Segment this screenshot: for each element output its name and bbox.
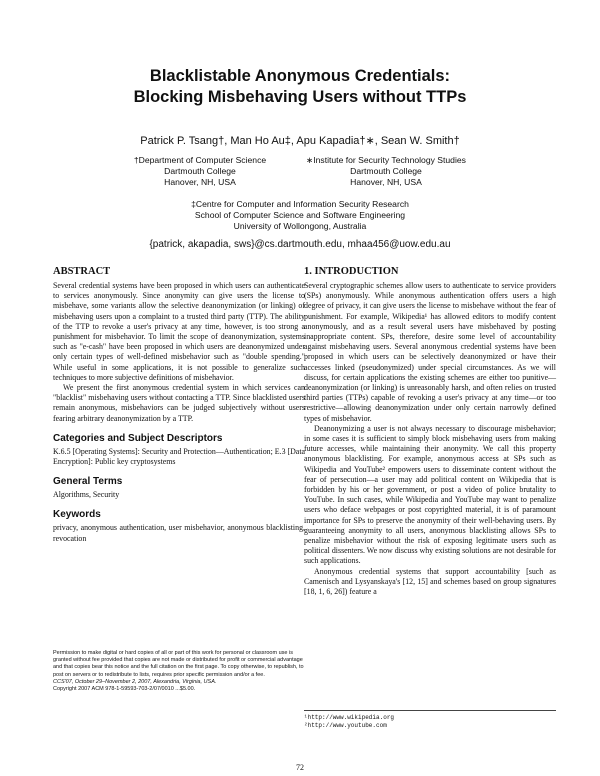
paper-title (40, 66, 560, 108)
general-terms-text: Algorithms, Security (53, 490, 120, 500)
author-list: Patrick P. Tsang†, Man Ho Au‡, Apu Kapadia†∗, Sean W. Smith† (140, 135, 460, 147)
affiliation-wollongong (150, 199, 450, 232)
permission-text: Permission to make digital or hard copies of all or part of this work for personal or classroom use is granted without fee provided that copies are not made or distributed for profit or commercial advantage and that copies bear this notice and the full citation on the first page. To copy otherwise, to republish, to post on servers or to redistribute to lists, requires prior specific permission and/or a fee. (53, 650, 304, 678)
title-line-2: Blocking Misbehaving Users without TTPs (133, 88, 467, 106)
affiliation-place: Hanover, NH, USA (164, 177, 236, 187)
affiliation-dartmouth-cs (120, 155, 280, 188)
abstract-paragraph: We present the first anonymous credential system in which services can "blacklist" misbehaving users without contacting a TTP. Since blacklisted users remain anonymous, misbehaviors can be judged subjectively without users fearing arbitrary deanonymization by a TTP. (53, 383, 305, 423)
affiliation-institution: School of Computer Science and Software Engineering (194, 210, 406, 220)
affiliation-institution: Dartmouth College (350, 166, 422, 176)
general-terms-heading: General Terms (53, 476, 123, 488)
copyright-line: Copyright 2007 ACM 978-1-59593-703-2/07/0010 ...$5.00. (53, 686, 196, 693)
categories-text: K.6.5 [Operating Systems]: Security and Protection—Authentication; E.3 [Data Encryption]: Public key cryptosystems (53, 446, 306, 467)
categories-heading: Categories and Subject Descriptors (53, 432, 223, 444)
abstract-paragraph: Several credential systems have been proposed in which users can authenticate to services anonymously. Since anonymity can give users the license to misbehave, some variants allow the selective deanonymization (or linking) of misbehaving users upon a complaint to a trusted third party (TTP). The ability of the TTP to revoke a user's privacy at any time, however, is too strong a punishment for misbehavior. To limit the scope of deanonymization, systems such as "e-cash" have been proposed in which users are deanonymized under only certain types of well-defined misbehavior such as "double spending." While useful in some applications, it is not possible to generalize such techniques to more subjective definitions of misbehavior. (53, 281, 305, 382)
keywords-text: privacy, anonymous authentication, user misbehavior, anonymous blacklisting, revocation (53, 523, 305, 543)
right-column (304, 266, 556, 597)
introduction-paragraph: Several cryptographic schemes allow users to authenticate to service providers (SPs) anonymously. While anonymous authentication offers users a high degree of privacy, it can give users the license to misbehave without the fear of punishment. For example, Wikipedia¹ has allowed editors to modify content anonymously, and as a result several users have misbehaved by posting inappropriate content. SPs, therefore, desire some level of accountability against misbehaving users. Several anonymous credential systems have been proposed in which users can be selectively deanonymized or have their accesses linked (pseudonymized) under special circumstances. As we will discuss, for certain applications the existing schemes are either too punitive—deanonymization (or linking) is unreasonably harsh, and often relies on trusted third parties (TTPs) capable of revoking a user's privacy at any time—or too restrictive—allowing deanonymization under only certain narrowly defined types of misbehavior. (304, 281, 556, 423)
affiliation-place: Hanover, NH, USA (350, 177, 422, 187)
affiliation-name: †Department of Computer Science (133, 155, 267, 165)
affiliation-institution: Dartmouth College (164, 166, 236, 176)
footnote-wikipedia: ¹http://www.wikipedia.org (304, 714, 395, 721)
introduction-paragraph: Deanonymizing a user is not always necessary to discourage misbehavior; in some cases it is sufficient to simply block misbehaving users from making future accesses, while maintaining their anonymity. We call this property anonymous blacklisting. For example, anonymous access at SPs such as Wikipedia and YouTube² empowers users to disseminate content without the fear of persecution—a user may add political content on Wikipedia that is forbidden by his or her government, or post a video of police brutality to YouTube. In such cases, while Wikipedia and YouTube may want to penalize users who deface webpages or post copyrighted material, it is of paramount importance for SPs to preserve the anonymity of their well-behaving users. By guaranteeing anonymity to all users, anonymous blacklisting allows SPs to penalize misbehavior without the risk of exposing legitimate users such as political dissenters. We now discuss why existing solutions are not desirable for such applications. (304, 423, 556, 566)
title-line-1: Blacklistable Anonymous Credentials: (149, 67, 451, 85)
affiliation-name: ∗Institute for Security Technology Studies (306, 155, 466, 165)
footnote-youtube: ²http://www.youtube.com (304, 722, 387, 729)
permission-notice (53, 650, 305, 693)
page-number: 72 (296, 763, 304, 772)
left-column (53, 266, 305, 544)
introduction-heading: 1. INTRODUCTION (304, 266, 399, 277)
introduction-paragraph: Anonymous credential systems that support accountability [such as Camenisch and Lysyanskaya's [12, 15] and schemes based on group signatures [18, 1, 6, 26]) feature a (304, 566, 556, 597)
author-emails: {patrick, akapadia, sws}@cs.dartmouth.edu, mhaa456@uow.edu.au (149, 239, 451, 250)
keywords-heading: Keywords (53, 509, 101, 521)
affiliation-dartmouth-ists (296, 155, 476, 188)
affiliation-place: University of Wollongong, Australia (233, 221, 367, 231)
conference-venue: CCS'07, October 29–November 2, 2007, Alexandria, Virginia, USA. (53, 678, 217, 685)
footnotes (304, 710, 556, 730)
affiliation-name: ‡Centre for Computer and Information Security Research (191, 199, 409, 209)
abstract-heading: ABSTRACT (53, 266, 111, 277)
